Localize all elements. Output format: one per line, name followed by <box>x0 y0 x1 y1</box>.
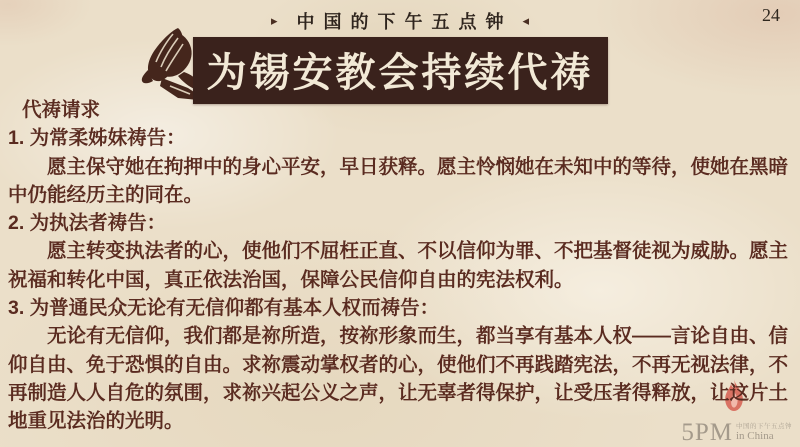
title-banner-row <box>0 37 800 104</box>
logo-subtext-chinese: 中国的下午五点钟 <box>736 422 792 430</box>
left-arrow-icon: ▸ <box>270 13 278 28</box>
item-3-paragraph: 无论有无信仰，我们都是祢所造，按祢形象而生，都当享有基本人权——言论自由、信仰自由、免于恐惧的自由。求祢震动掌权者的心，使他们不再践踏宪法，不再无视法律，不再制造人人自危的氛围，求祢兴起公义之声，让无辜者得保护，让受压者得释放，让这片土地重见法治的光明。 <box>8 325 789 433</box>
item-1-paragraph: 愿主保守她在拘押中的身心平安，早日获释。愿主怜悯她在未知中的等待，使她在黑暗中仍能经历主的同在。 <box>8 155 789 206</box>
item-2-paragraph: 愿主转变执法者的心，使他们不屈枉正直、不以信仰为罪、不把基督徒视为威胁。愿主祝福和转化中国，真正依法治国，保障公民信仰自由的宪法权利。 <box>8 240 789 291</box>
slide-title: 为锡安教会持续代祷 <box>193 37 608 104</box>
item-1-heading: 1. 为常柔姊妹祷告： <box>8 127 186 150</box>
body-intro: 代祷请求 <box>22 99 101 121</box>
logo-subtext-english: in China <box>736 430 774 442</box>
item-2-heading: 2. 为执法者祷告： <box>8 212 167 235</box>
item-3-heading: 3. 为普通民众无论有无信仰都有基本人权而祷告： <box>8 297 440 320</box>
logo-brand-text: 5PM <box>681 419 733 446</box>
right-arrow-icon: ◂ <box>522 13 530 28</box>
kicker-text: 中国的下午五点钟 <box>296 12 513 32</box>
page-number: 24 <box>762 5 780 25</box>
body-text <box>8 96 792 436</box>
slide-kicker <box>0 8 800 34</box>
